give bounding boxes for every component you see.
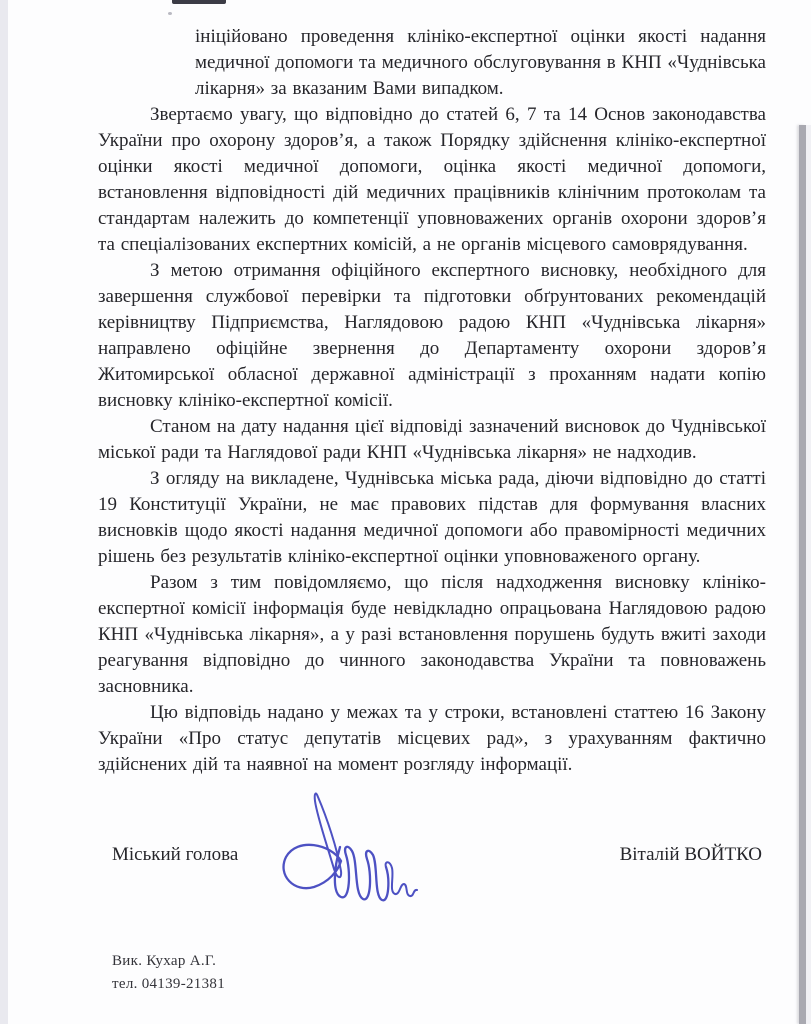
body-paragraph: З метою отримання офіційного експертного висновку, необхідного для завершення службової перевірки та підготовки обґрунтованих рекомендацій керівництву Підприємства, Наглядовою радою КНП «Чуднівська лікарня» направлено офіційне звернення до Департаменту охорони здоров’я Житомирської обласної державної адміністрації з проханням надати копію висновку клініко-експертної комісії. — [98, 260, 766, 411]
phone-line: тел. 04139-21381 — [112, 976, 225, 992]
body-paragraph-continuation: ініційовано проведення клініко-експертної оцінки якості надання медичної допомоги та медичного обслуговування в КНП «Чуднівська лікарня» за вказаним Вами випадком. — [195, 26, 766, 99]
signer-title: Міський голова — [112, 844, 239, 865]
body-paragraph: Звертаємо увагу, що відповідно до статей 6, 7 та 14 Основ законодавства України про охорону здоров’я, а також Порядку здійснення клініко-експертної оцінки якості медичної допомоги, оцінка якості медичної допомоги, встановлення відповідності дій медичних працівників клінічним протоколам та стандартам належить до компетенції уповноважених органів охорони здоров’я та спеціалізованих експертних комісій, а не органів місцевого самоврядування. — [98, 104, 766, 255]
body-paragraph: З огляду на викладене, Чуднівська міська рада, діючи відповідно до статті 19 Конституції України, не має правових підстав для формування власних висновків щодо якості надання медичної допомоги або правомірності медичних рішень без результатів клініко-експертної оцінки уповноваженого органу. — [98, 468, 766, 567]
executor-line: Вик. Кухар А.Г. — [112, 953, 217, 969]
signature-row — [98, 842, 766, 868]
body-paragraph: Станом на дату надання цієї відповіді зазначений висновок до Чуднівської міської ради та Наглядової ради КНП «Чуднівська лікарня» не надходив. — [98, 416, 766, 463]
body-paragraph: Разом з тим повідомляємо, що після надходження висновку клініко-експертної комісії інформація буде невідкладно опрацьована Наглядовою радою КНП «Чуднівська лікарня», а у разі встановлення порушень будуть вжиті заходи реагування відповідно до чинного законодавства України та повноважень засновника. — [98, 572, 766, 697]
footer-block — [112, 950, 225, 996]
signer-name: Віталій ВОЙТКО — [619, 844, 762, 865]
body-paragraph: Цю відповідь надано у межах та у строки, встановлені статтею 16 Закону України «Про статус депутатів місцевих рад», з урахуванням фактично здійснених дій та наявної на момент розгляду інформації. — [98, 702, 766, 775]
